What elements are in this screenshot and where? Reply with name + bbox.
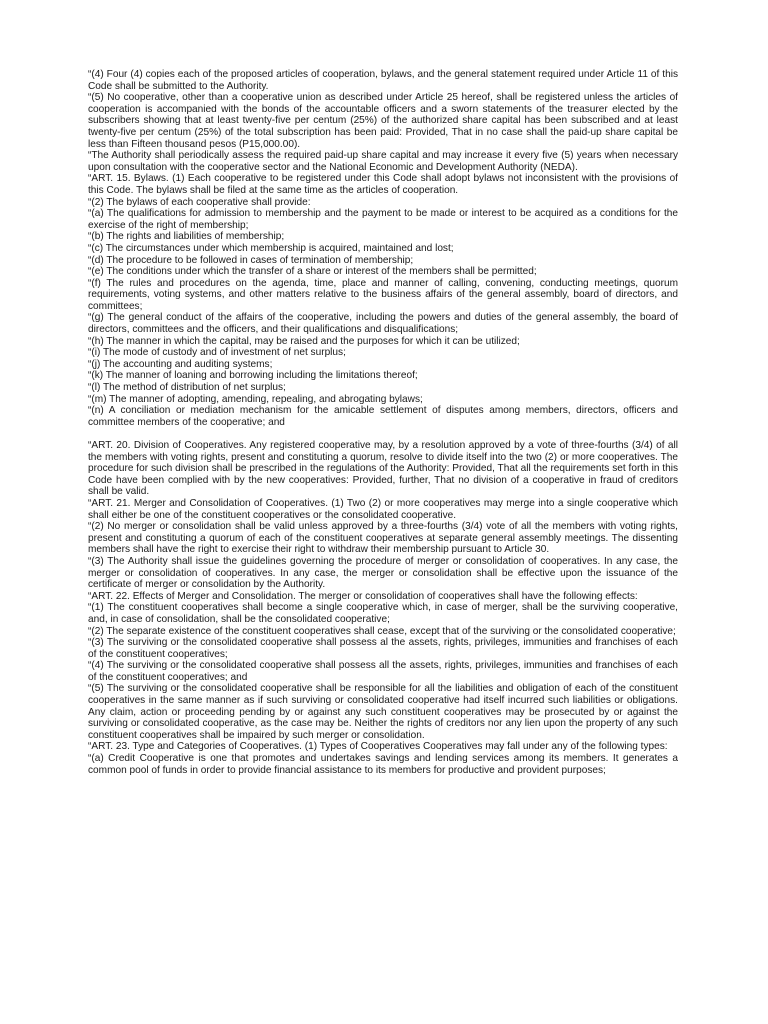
paragraph-art22-2: “(2) The separate existence of the constituent cooperatives shall cease, except that of the surviving or the consolidated cooperative;: [88, 625, 676, 637]
document-page: [88, 69, 678, 776]
paragraph-art15-2m: “(m) The manner of adopting, amending, repealing, and abrogating bylaws;: [88, 393, 423, 405]
paragraph-art15-2j: “(j) The accounting and auditing systems;: [88, 358, 273, 370]
paragraph-art15-2e: “(e) The conditions under which the transfer of a share or interest of the members shall be permitted;: [88, 266, 537, 278]
paragraph-art15-2g: “(g) The general conduct of the affairs of the cooperative, including the powers and duties of the general assembly, the board of directors, committees and the officers, and their qualifications and disqualifications;: [88, 312, 678, 336]
paragraph-art15-2i: “(i) The mode of custody and of investment of net surplus;: [88, 347, 346, 359]
paragraph-art21-3: “(3) The Authority shall issue the guidelines governing the procedure of merger or consolidation of cooperatives. In any case, the merger or consolidation of cooperatives. In any case, the merger or consolidation shall be effective upon the issuance of the certificate of merger or consolidation by the Authority.: [88, 555, 678, 591]
paragraph-art15-2c: “(c) The circumstances under which membership is acquired, maintained and lost;: [88, 242, 454, 254]
paragraph-art15-bylaws: “ART. 15. Bylaws. (1) Each cooperative to be registered under this Code shall adopt bylaws not inconsistent with the provisions of this Code. The bylaws shall be filed at the same time as the articles of cooperation.: [88, 173, 678, 196]
paragraph-art21-2: “(2) No merger or consolidation shall be valid unless approved by a three-fourths (3/4) vote of all the members with voting rights, present and constituting a quorum of each of the constituent cooperatives at separate general assembly meetings. The dissenting members shall have the right to exercise their right to withdraw their membership pursuant to Article 30.: [88, 521, 678, 556]
paragraph-art22-4: “(4) The surviving or the consolidated cooperative shall possess all the assets, rights, privileges, immunities and franchises of each of the constituent cooperatives; and: [88, 660, 678, 683]
paragraph-art15-2b: “(b) The rights and liabilities of membership;: [88, 231, 285, 243]
paragraph-art14-5: “(5) No cooperative, other than a cooperative union as described under Article 25 hereof, shall be registered unless the articles of cooperation is accompanied with the bonds of the accountable officers and a sworn statements of the treasurer elected by the subscribers showing that at least twenty-five per centum (25%) of the authorized share capital has been subscribed and at least twenty-five per centum (25%) of the total subscription has been paid: Provided, That in no case shall the paid-up share capital be less than Fifteen thousand pesos (P15,000.00).: [88, 92, 678, 150]
paragraph-art20-division: “ART. 20. Division of Cooperatives. Any registered cooperative may, by a resolution approved by a vote of three-fourths (3/4) of all the members with voting rights, present and constituting a quorum, resolve to divide itself into the two (2) or more cooperatives. The procedure for such division shall be prescribed in the regulations of the Authority: Provided, That all the requirements set forth in this Code have been complied with by the new cooperatives: Provided, further, That no division of a cooperative in fraud of creditors shall be valid.: [88, 440, 678, 498]
paragraph-art22-5: “(5) The surviving or the consolidated cooperative shall be responsible for all the liabilities and obligation of each of the constituent cooperatives in the same manner as if such surviving or consolidated cooperative had itself incurred such liabilities or obligations. Any claim, action or proceeding pending by or against any such constituent cooperatives may be prosecuted by or against the surviving or consolidated cooperative, as the case may be. Neither the rights of creditors nor any lien upon the property of any such constituent cooperatives shall be impaired by such merger or consolidation.: [88, 683, 678, 741]
paragraph-art23-1a: “(a) Credit Cooperative is one that promotes and undertakes savings and lending services among its members. It generates a common pool of funds in order to provide financial assistance to its members for productive and provident purposes;: [88, 753, 678, 776]
paragraph-art22-1: “(1) The constituent cooperatives shall become a single cooperative which, in case of merger, shall be the surviving cooperative, and, in case of consolidation, shall be the consolidated cooperative;: [88, 602, 678, 625]
paragraph-authority-assess: “The Authority shall periodically assess the required paid-up share capital and may increase it every five (5) years when necessary upon consultation with the cooperative sector and the National Economic and Development Authority (NEDA).: [88, 150, 678, 173]
paragraph-art15-2n: “(n) A conciliation or mediation mechanism for the amicable settlement of disputes among members, directors, officers and committee members of the cooperative; and: [88, 405, 678, 428]
paragraph-art15-2: “(2) The bylaws of each cooperative shall provide:: [88, 196, 311, 208]
paragraph-art14-4: “(4) Four (4) copies each of the proposed articles of cooperation, bylaws, and the general statement required under Article 11 of this Code shall be submitted to the Authority.: [88, 69, 678, 92]
paragraph-art15-2a: “(a) The qualifications for admission to membership and the payment to be made or interest to be acquired as a conditions for the exercise of the right of membership;: [88, 208, 678, 231]
paragraph-art15-2l: “(l) The method of distribution of net surplus;: [88, 382, 286, 394]
paragraph-art21-merger: “ART. 21. Merger and Consolidation of Cooperatives. (1) Two (2) or more cooperatives may merge into a single cooperative which shall either be one of the constituent cooperatives or the consolidated cooperative.: [88, 497, 678, 521]
paragraph-art15-2h: “(h) The manner in which the capital, may be raised and the purposes for which it can be utilized;: [88, 335, 520, 347]
paragraph-art22-effects: “ART. 22. Effects of Merger and Consolidation. The merger or consolidation of cooperatives shall have the following effects:: [88, 590, 638, 602]
paragraph-art15-2f: “(f) The rules and procedures on the agenda, time, place and manner of calling, convening, conducting meetings, quorum requirements, voting systems, and other matters relative to the business affairs of the general assembly, board of directors, and committees;: [88, 277, 678, 312]
paragraph-art15-2k: “(k) The manner of loaning and borrowing including the limitations thereof;: [88, 370, 418, 382]
paragraph-art22-3: “(3) The surviving or the consolidated cooperative shall possess al the assets, rights, privileges, immunities and franchises of each of the constituent cooperatives;: [88, 637, 678, 660]
paragraph-art15-2d: “(d) The procedure to be followed in cases of termination of membership;: [88, 254, 414, 266]
paragraph-art23-types: “ART. 23. Type and Categories of Cooperatives. (1) Types of Cooperatives Cooperatives may fall under any of the following types:: [88, 741, 668, 753]
section-gap: [88, 428, 678, 440]
